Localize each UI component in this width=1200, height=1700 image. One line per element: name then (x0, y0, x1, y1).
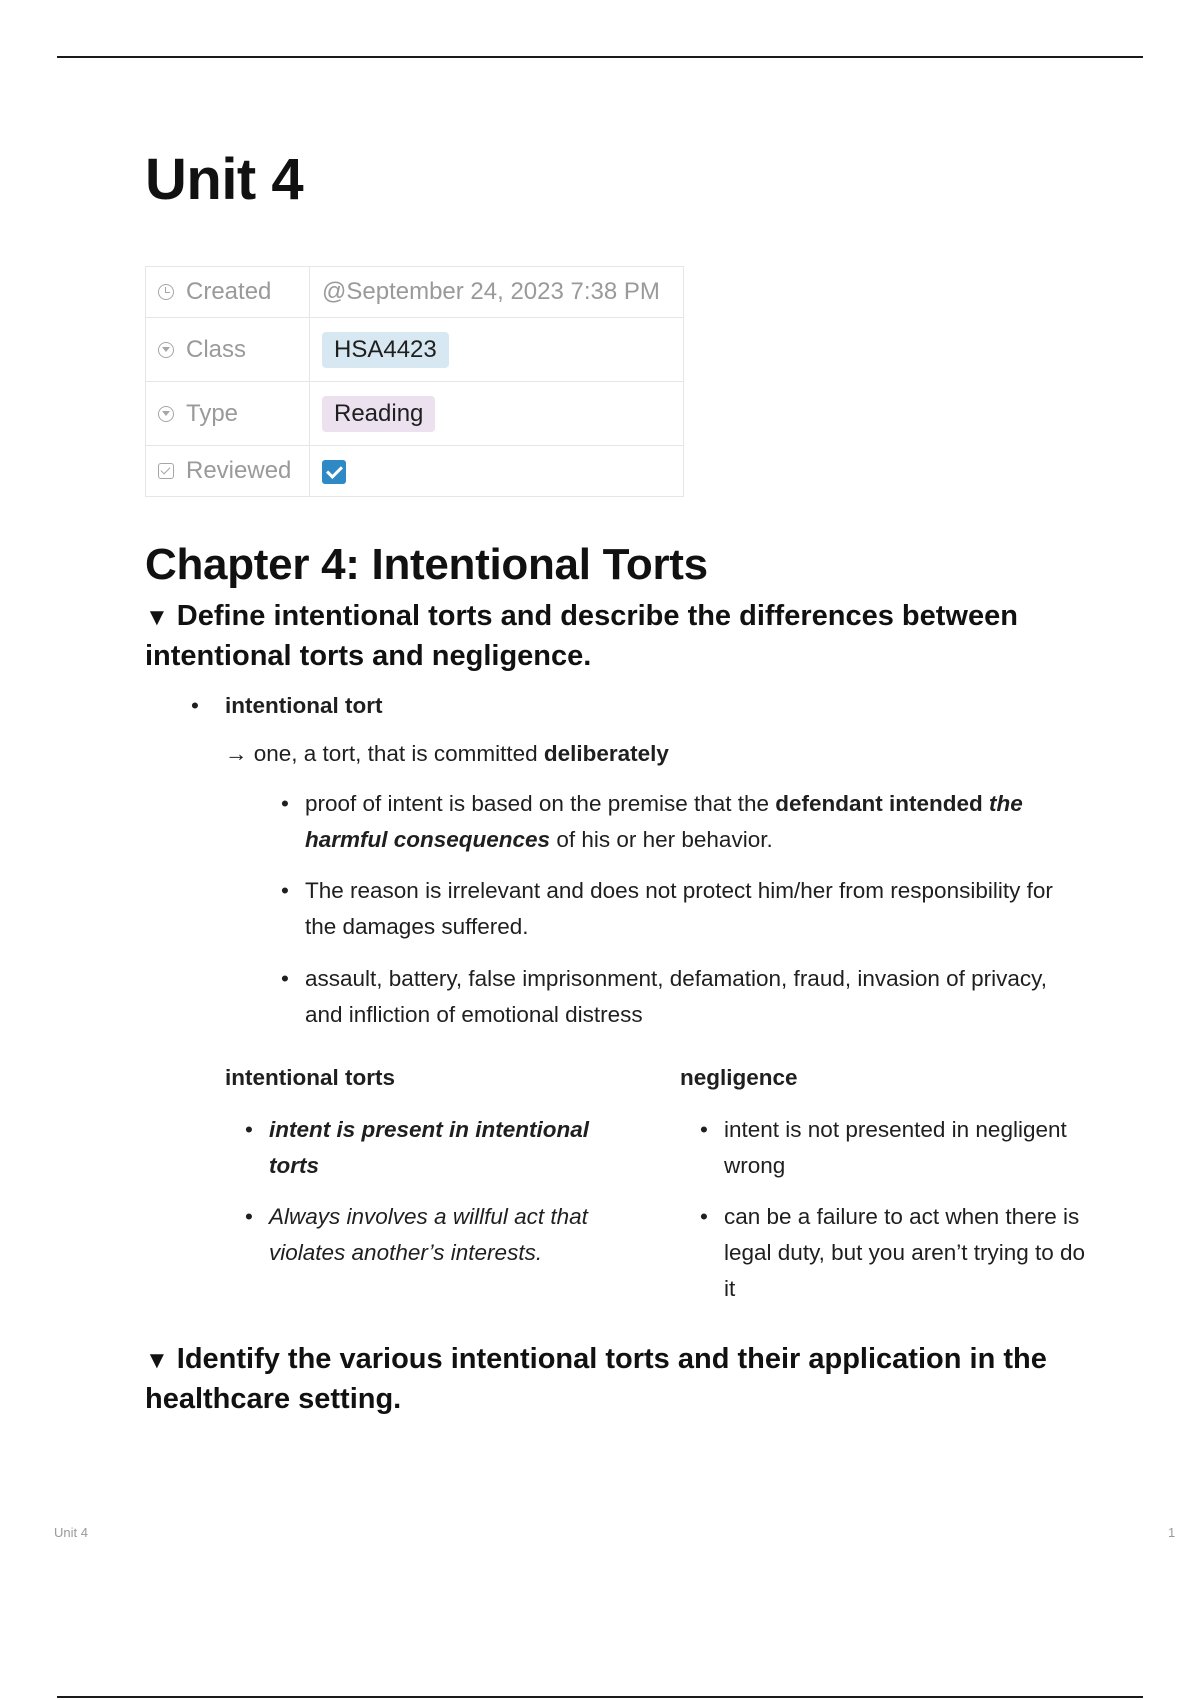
reviewed-label: Reviewed (186, 457, 292, 484)
bullet-icon: • (281, 791, 289, 816)
column-heading-intentional-torts: intentional torts (225, 1065, 395, 1090)
triangle-down-icon[interactable]: ▼ (145, 1347, 169, 1374)
toggle-identify-torts-label: Identify the various intentional torts and their application in the healthcare setting. (145, 1343, 1047, 1415)
select-icon (158, 406, 174, 422)
toggle-identify-torts[interactable] (145, 1340, 1085, 1419)
clock-icon (158, 284, 174, 300)
top-rule (57, 56, 1143, 58)
footer-page-number: 1 (1168, 1525, 1176, 1540)
toggle-define-torts[interactable] (145, 597, 1085, 676)
list-item: • intent is present in intentional torts (269, 1112, 629, 1184)
created-label: Created (186, 278, 272, 305)
definition-line: → one, a tort, that is committed deliberately (225, 741, 669, 766)
reviewed-checkbox[interactable] (322, 460, 346, 484)
list-item: • Always involves a willful act that violates another’s interests. (269, 1199, 629, 1271)
bullet-icon: • (245, 1204, 253, 1229)
checkbox-icon (158, 463, 174, 479)
property-row-reviewed (146, 446, 684, 497)
list-item: • can be a failure to act when there is legal duty, but you aren’t trying to do it (724, 1199, 1094, 1307)
bullet-icon: • (281, 878, 289, 903)
list-item: • proof of intent is based on the premise that the defendant intended the harmful consequences of his or her behavior. (305, 786, 1085, 858)
bullet-icon: • (245, 1117, 253, 1142)
bullet-icon: • (700, 1204, 708, 1229)
list-item: • intent is not presented in negligent wrong (724, 1112, 1094, 1184)
page-title: Unit 4 (145, 147, 304, 212)
bullet-icon: • (281, 966, 289, 991)
footer-doc-name: Unit 4 (54, 1525, 88, 1540)
properties-table (145, 266, 684, 497)
bottom-rule (57, 1696, 1143, 1698)
bullet-icon: • (700, 1117, 708, 1142)
created-value: @September 24, 2023 7:38 PM (310, 267, 684, 318)
triangle-down-icon[interactable]: ▼ (145, 604, 169, 631)
class-tag[interactable]: HSA4423 (322, 332, 449, 368)
bullet-icon: • (191, 693, 199, 718)
list-item: • assault, battery, false imprisonment, defamation, fraud, invasion of privacy, and infliction of emotional distress (305, 961, 1085, 1033)
type-label: Type (186, 399, 239, 427)
property-row-class (146, 318, 684, 382)
chapter-heading: Chapter 4: Intentional Torts (145, 540, 708, 589)
list-item: • The reason is irrelevant and does not protect him/her from responsibility for the damages suffered. (305, 873, 1085, 945)
column-heading-negligence: negligence (680, 1065, 798, 1090)
property-row-type (146, 382, 684, 446)
select-icon (158, 342, 174, 358)
property-row-created (146, 267, 684, 318)
class-label: Class (186, 335, 247, 363)
type-tag[interactable]: Reading (322, 396, 435, 432)
toggle-define-torts-label: Define intentional torts and describe the differences between intentional torts and negligence. (145, 600, 1018, 672)
